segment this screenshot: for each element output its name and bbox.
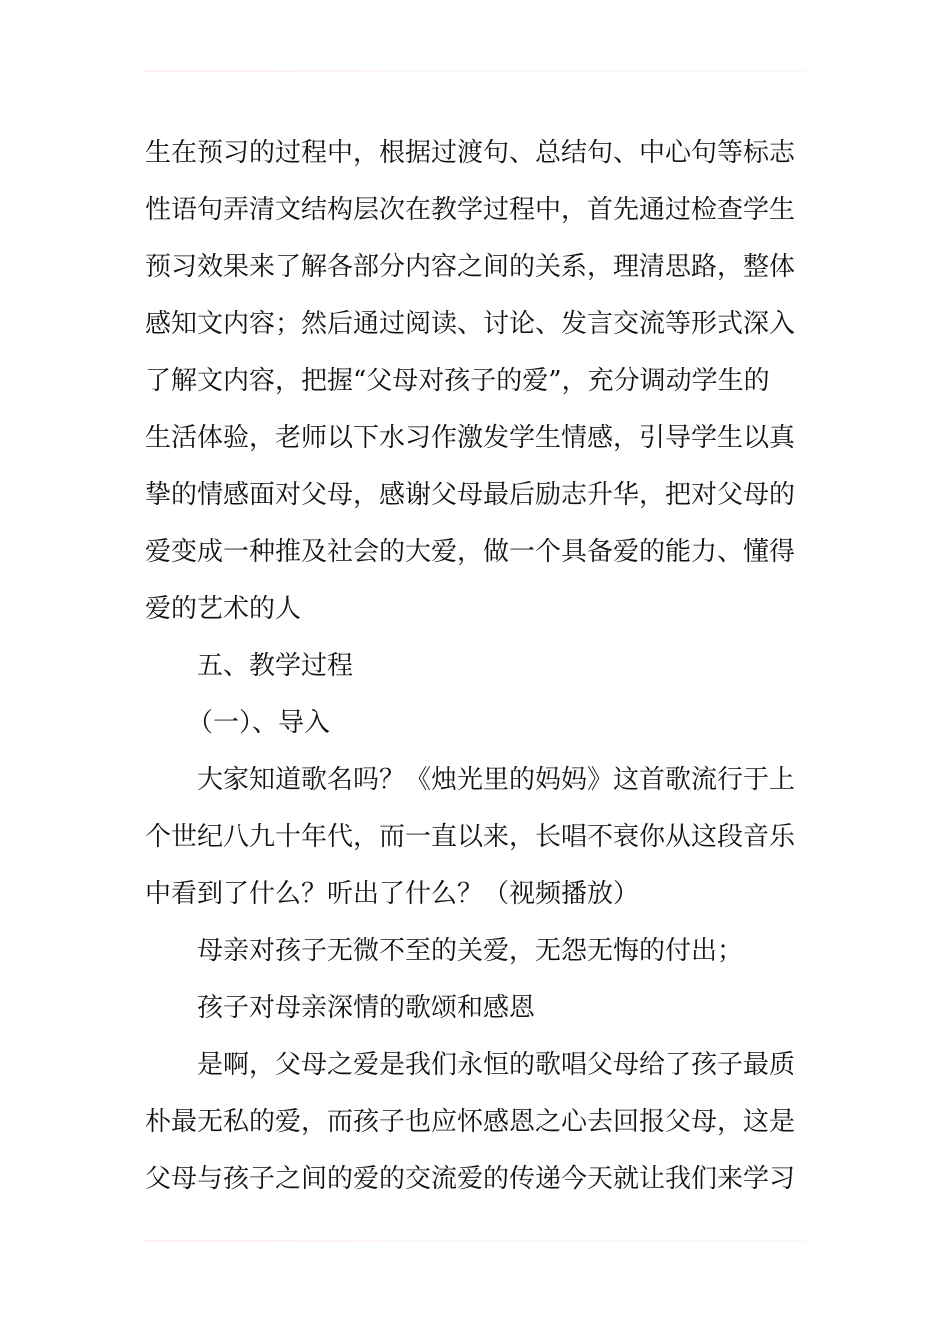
text-line: 了解文内容，把握“父母对孩子的爱”，充分调动学生的 (145, 366, 770, 396)
text-line: 朴最无私的爱，而孩子也应怀感恩之心去回报父母，这是 (145, 1107, 796, 1137)
text-line: 挚的情感面对父母，感谢父母最后励志升华，把对父母的 (145, 480, 796, 510)
text-line: 是啊，父母之爱是我们永恒的歌唱父母给了孩子最质 (197, 1050, 796, 1080)
text-line: 个世纪八九十年代，而一直以来，长唱不衰你从这段音乐 (145, 822, 796, 852)
text-line: 生活体验，老师以下水习作激发学生情感，引导学生以真 (145, 423, 796, 453)
text-line: 孩子对母亲深情的歌颂和感恩 (197, 993, 536, 1023)
header-rule (145, 70, 805, 72)
subsection-heading: （一）、导入 (187, 708, 331, 738)
footer-rule (145, 1240, 805, 1242)
text-line: 感知文内容；然后通过阅读、讨论、发言交流等形式深入 (145, 309, 796, 339)
text-line: 爱变成一种推及社会的大爱，做一个具备爱的能力、懂得 (145, 537, 796, 567)
text-line: 大家知道歌名吗？《烛光里的妈妈》这首歌流行于上 (197, 765, 796, 795)
document-body (145, 125, 810, 1208)
text-line: 中看到了什么？听出了什么？（视频播放） (145, 879, 640, 909)
section-heading: 五、教学过程 (197, 651, 354, 681)
text-line: 性语句弄清文结构层次在教学过程中，首先通过检查学生 (145, 195, 796, 225)
text-line: 母亲对孩子无微不至的关爱，无怨无悔的付出； (197, 936, 744, 966)
text-line: 爱的艺术的人 (145, 594, 302, 624)
text-line: 预习效果来了解各部分内容之间的关系，理清思路，整体 (145, 252, 796, 282)
text-line: 父母与孩子之间的爱的交流爱的传递今天就让我们来学习 (145, 1164, 796, 1194)
text-line: 生在预习的过程中，根据过渡句、总结句、中心句等标志 (145, 138, 796, 168)
